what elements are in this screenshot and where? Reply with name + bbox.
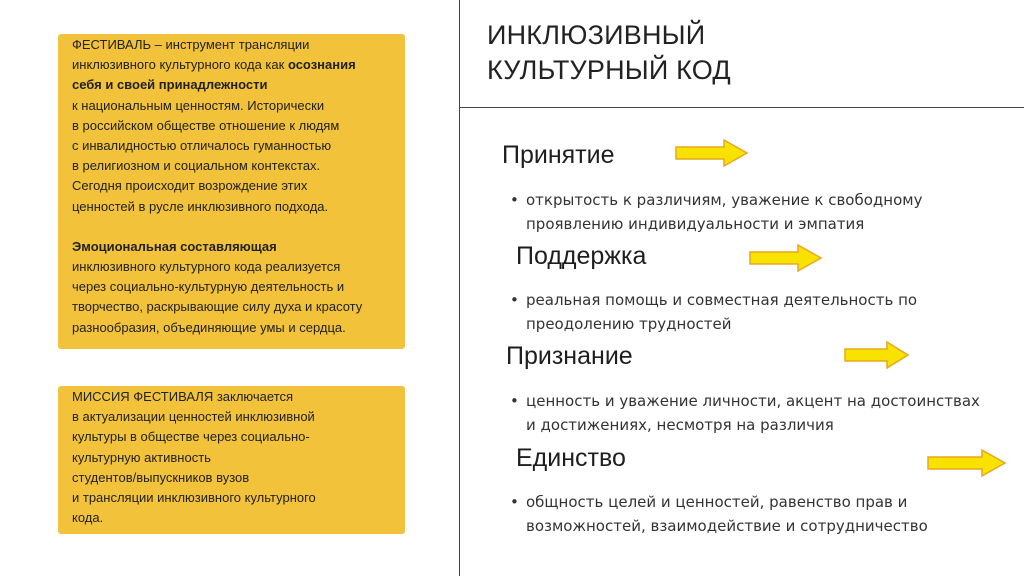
festival-description-box xyxy=(58,34,405,349)
section-heading-recognition: Признание xyxy=(506,342,633,370)
bullet-line: реальная помощь и совместная деятельность по xyxy=(526,291,918,309)
section-heading-unity: Единство xyxy=(516,444,626,472)
text-line: и трансляции инклюзивного культурного xyxy=(72,490,316,506)
bullet-line: преодолению трудностей xyxy=(526,315,732,333)
right-arrow-icon xyxy=(843,340,911,370)
bullet-recognition xyxy=(510,389,1010,437)
text-line: инклюзивного культурного кода реализуется xyxy=(72,259,341,275)
text-line: студентов/выпускников вузов xyxy=(72,469,250,485)
bullet-line: проявлению индивидуальности и эмпатия xyxy=(526,215,865,233)
page-title xyxy=(487,18,731,88)
text-line: ФЕСТИВАЛЬ – инструмент трансляции xyxy=(72,37,310,52)
text-line: МИССИЯ ФЕСТИВАЛЯ заключается xyxy=(72,389,294,404)
text-line: творчество, раскрывающие силу духа и красоту xyxy=(72,299,363,315)
text-line: ценностей в русле инклюзивного подхода. xyxy=(72,198,329,214)
bold-phrase: осознания xyxy=(287,57,356,73)
mission-paragraph xyxy=(72,387,395,528)
text-line: разнообразия, объединяющие умы и сердца. xyxy=(72,319,346,335)
horizontal-divider xyxy=(459,107,1024,108)
title-line: ИНКЛЮЗИВНЫЙ xyxy=(487,20,706,50)
title-line: КУЛЬТУРНЫЙ КОД xyxy=(487,55,731,85)
bullet-support xyxy=(510,288,1010,336)
text-line: в российском обществе отношение к людям xyxy=(72,117,340,133)
text-line: в актуализации ценностей инклюзивной xyxy=(72,409,315,425)
festival-paragraph-1 xyxy=(72,35,395,217)
section-heading-acceptance: Принятие xyxy=(502,141,615,169)
text-line: Сегодня происходит возрождение этих xyxy=(72,178,308,194)
vertical-divider xyxy=(459,0,460,576)
bullet-dot: • xyxy=(510,392,519,410)
bullet-line: открытость к различиям, уважение к свободному xyxy=(526,191,923,209)
bold-phrase: себя и своей принадлежности xyxy=(72,77,268,93)
bullet-unity xyxy=(510,490,1010,538)
bullet-dot: • xyxy=(510,291,519,309)
bullet-acceptance xyxy=(510,188,1010,236)
festival-paragraph-2 xyxy=(72,237,395,338)
bullet-line: общность целей и ценностей, равенство прав и xyxy=(526,493,908,511)
text-line: инклюзивного культурного кода как xyxy=(72,57,288,73)
mission-box xyxy=(58,386,405,534)
bullet-line: и достижениях, несмотря на различия xyxy=(526,416,834,434)
bullet-line: ценность и уважение личности, акцент на достоинствах xyxy=(526,392,980,410)
bold-phrase: Эмоциональная составляющая xyxy=(72,238,277,254)
section-heading-support: Поддержка xyxy=(516,242,647,270)
text-line: в религиозном и социальном контекстах. xyxy=(72,158,321,174)
text-line: культурную активность xyxy=(72,449,211,465)
right-arrow-icon xyxy=(926,448,1008,478)
right-arrow-icon xyxy=(674,138,750,168)
text-line: с инвалидностью отличалось гуманностью xyxy=(72,138,332,154)
bullet-line: возможностей, взаимодействие и сотрудничество xyxy=(526,517,928,535)
right-arrow-icon xyxy=(748,243,824,273)
bullet-dot: • xyxy=(510,191,519,209)
text-line: к национальным ценностям. Исторически xyxy=(72,97,325,113)
text-line: через социально-культурную деятельность и xyxy=(72,279,345,295)
text-line: культуры в обществе через социально- xyxy=(72,429,310,445)
bullet-dot: • xyxy=(510,493,519,511)
text-line: кода. xyxy=(72,510,104,526)
